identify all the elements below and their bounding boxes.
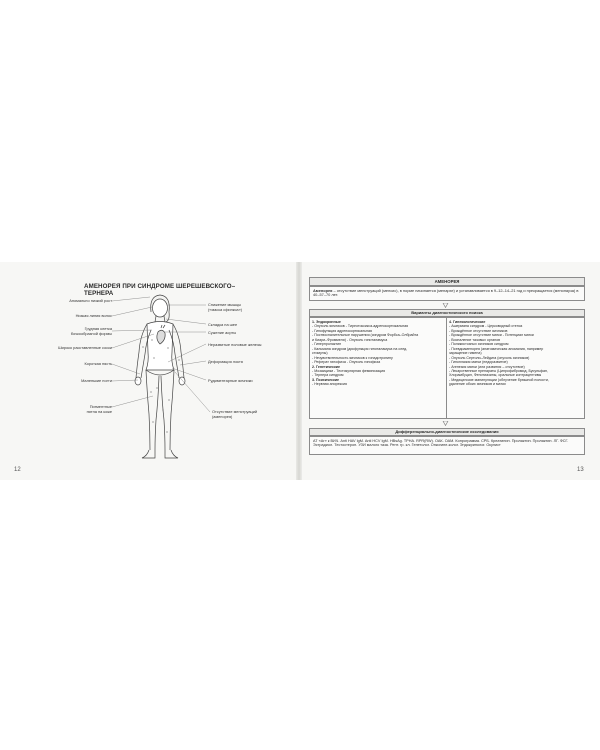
variant-item: - Кальмана синдром (дисфункция гипоталамуса на след.: [312, 346, 408, 351]
variant-item: - Нечувствительность яичников к гонадотропину: [312, 355, 393, 360]
definition-box: [309, 286, 585, 301]
label-barrel-chest: Грудная клетка бочкообразной формы: [70, 326, 112, 336]
label-small-nails: Маленькие ногти: [81, 378, 112, 383]
down-arrow-icon: [442, 303, 449, 308]
variant-item: - Лекарственные препараты (Ципрофибромид, Бусульфан,: [449, 368, 548, 373]
label-short-metacarpal: Короткая пясть: [84, 361, 112, 366]
variant-item: - Поствоспалительные нарушения (синдром Форбса–Олбрайта: [312, 333, 419, 338]
definition-text: – отсутствие менструаций (менсис), в норме начинается (менархе) и устанавливается в 9–12–14–21 год и прекращается (менопауза) в 40–57–70 лет.: [313, 287, 579, 298]
variants-header: Варианты диагностического поиска: [309, 309, 585, 317]
variant-item: и Киари–Фроммеля) - Опухоль гипоталамуса: [312, 337, 388, 342]
variants-column-2: [449, 320, 583, 387]
variant-item: - Псевдоаменорея (анатомическая аномалия, например: [449, 346, 544, 351]
diff-diagnostics-box: [309, 436, 585, 455]
label-pigment-spots: Пигментные пятна на коже: [86, 404, 112, 414]
variant-item: - Воспаление тазовых органов: [449, 337, 500, 342]
variants-divider: [446, 317, 447, 419]
label-low-hairline: Низкая линия волос: [75, 313, 112, 318]
label-sphinx-face: Снижение мышцы («маска сфинкса»): [208, 302, 243, 312]
page-number-left: 12: [14, 467, 21, 473]
variant-item: - Мозаицизм - Тестикулярная феминизация: [312, 368, 386, 373]
variant-item: - Гипоплазия матки (недоразвитие): [449, 360, 508, 365]
variant-item: - Поликистозных яичников синдром: [449, 342, 509, 347]
label-elbow-deformity: Деформация локтя: [208, 359, 243, 364]
variant-item: - Гипофункция адренокортикальная: [312, 328, 372, 333]
variant-section-heading: 3. Психические: [312, 377, 340, 382]
left-page-title: АМЕНОРЕЯ ПРИ СИНДРОМЕ ШЕРЕШЕВСКОГО–ТЕРНЕРА: [84, 283, 236, 297]
label-wide-nipples: Широко расставленные соски: [58, 345, 112, 350]
diff-diagnostics-header: Дифференциально-диагностические исследования: [309, 428, 585, 436]
variants-column-1: [312, 320, 444, 387]
variant-section-heading: 2. Генетические: [312, 364, 340, 369]
variant-item: Хлорамбуцил, Фенотиазины, оральные контрацептивы: [449, 373, 542, 378]
variant-item: - Гиперпролактин: [312, 342, 342, 347]
label-short-stature: Аномально низкий рост: [69, 298, 112, 303]
label-amenorrhea: Отсутствие менструаций (аменорея): [212, 409, 258, 419]
variant-item: заращение гимена): [449, 351, 482, 356]
variant-section-heading: 4. Гинекологические: [449, 320, 486, 324]
variant-section-heading: 1. Эндокринные: [312, 320, 341, 324]
variants-list-1: [312, 320, 444, 387]
label-rudimentary-ovaries: Рудиментарные яичники: [208, 378, 253, 383]
label-aortic-narrowing: Сужение аорты: [208, 330, 237, 335]
variants-list-2: [449, 320, 583, 387]
variant-item: - Агенезия матки (или развития – отсутствие): [449, 364, 525, 369]
definition-term: Аменорея: [313, 287, 333, 293]
amenorrhea-header: АМЕНОРЕЯ: [309, 277, 585, 286]
variant-item: - Ашермана синдром - Церковидный стеноз: [449, 324, 523, 329]
page-number-right: 13: [577, 467, 584, 473]
variant-item: - Опухоль Сертоли–Лейдига (опухоль яичников): [449, 355, 530, 360]
label-neck-fold: Складка на шее: [208, 322, 238, 327]
label-undeveloped-gonads: Неразвитые половые железы: [208, 342, 262, 347]
variant-item: - Нервная анорексия: [312, 382, 347, 387]
variant-item: - Опухоль яичников - Тиреотоксикоз-адренокортикальная: [312, 324, 409, 329]
variant-item: удаление обоих яичников и матки: [449, 382, 506, 387]
variant-item: - Тернера синдром: [312, 373, 344, 378]
variant-item: - Медицинские манипуляции (облучение брюшной полости,: [449, 377, 549, 382]
variant-item: - Реферат гипофиза - Опухоль гипофиза: [312, 360, 381, 365]
variant-item: - Врождённое отсутствие матки - Потенциал матки: [449, 333, 534, 338]
diff-diagnostics-text: АТ «Аг» к ВИЧ. Anti HAV IgM. Anti HCV IgM. HBsAg. ТРНА. RPR(RW). ОАК. ОАМ. Копрограмма. СРБ. Креатинин. Пролактин. Пролактин. ЛГ. ФСГ. Эстрадиол. Тестостерон. УЗИ малого таза. Рент. гр. кл. Генетолог. Онкогине-колог. Эндокринолог. Окулист: [313, 438, 569, 448]
variant-item: стимулы): [312, 351, 328, 356]
down-arrow-icon-2: [442, 421, 449, 426]
variant-item: - Врождённое отсутствие яичников: [449, 328, 508, 333]
